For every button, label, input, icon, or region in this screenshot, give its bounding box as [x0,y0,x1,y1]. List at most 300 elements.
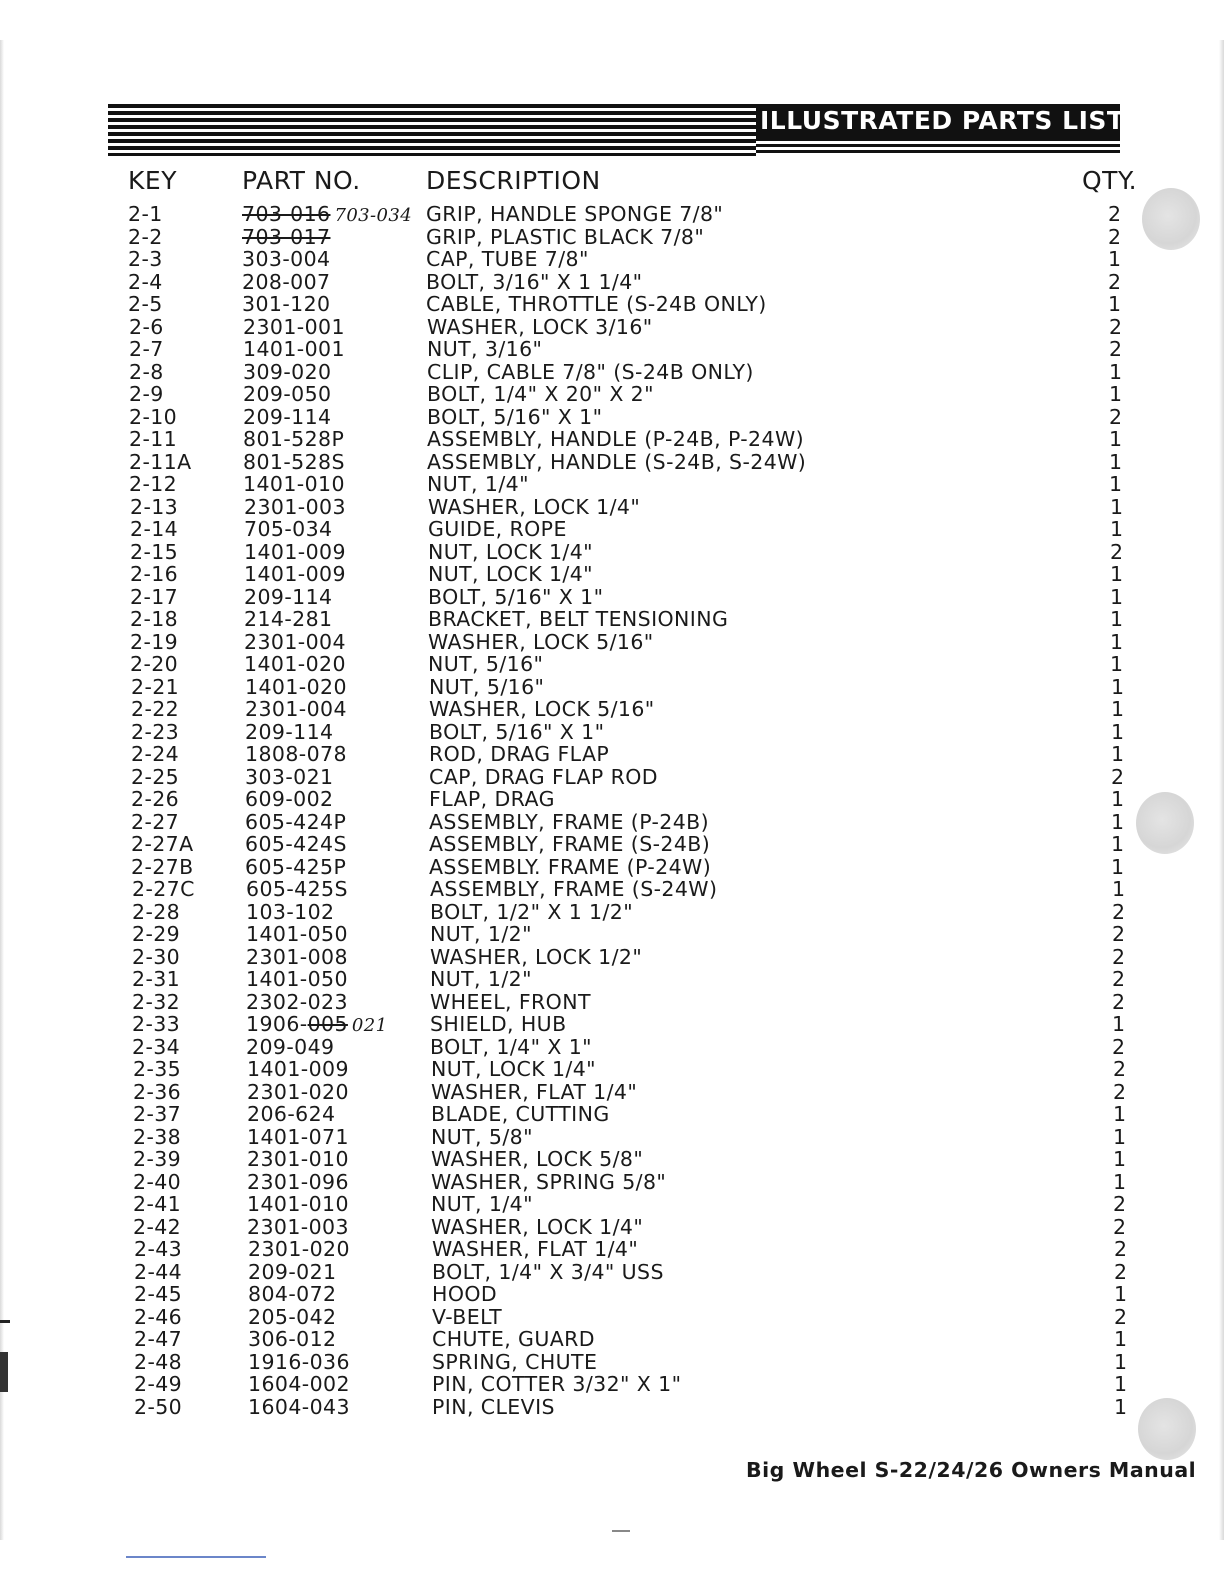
row-key: 2-16 [130,562,179,586]
row-qty: 2 [1111,764,1125,789]
table-row [132,1036,1132,1059]
table-row [128,248,1128,271]
row-part-no [245,721,333,744]
row-qty: 1 [1108,247,1122,271]
row-part-no [247,1081,349,1104]
row-description: BOLT, 1/4" X 1" [430,1034,592,1059]
table-row [130,631,1130,654]
table-row [133,1081,1133,1104]
part-number-text: 209-021 [248,1259,337,1284]
row-part-no [245,676,347,699]
table-row [134,1351,1134,1374]
part-number-text: 2301-003 [244,494,346,519]
row-key: 2-11 [129,427,178,451]
part-number-text: 1401-071 [247,1124,349,1149]
row-key: 2-27C [132,877,195,901]
punch-hole-top [1142,188,1200,250]
table-row [128,293,1128,316]
table-row [128,226,1128,249]
scan-mark-block [0,1352,8,1392]
row-description: SPRING, CHUTE [432,1349,598,1374]
row-description: NUT, 3/16" [427,337,543,361]
row-part-no [247,1058,349,1081]
row-description: HOOD [432,1282,498,1306]
row-description: WASHER, FLAT 1/4" [431,1079,638,1104]
part-number-text: 2301-004 [245,697,347,721]
row-key: 2-15 [130,539,179,564]
part-number-text: 605-424P [245,809,347,834]
page-title: ILLUSTRATED PARTS LIST [756,104,1120,138]
row-qty: 1 [1111,854,1125,879]
table-row [131,811,1131,834]
row-key: 2-26 [131,787,180,811]
table-row [131,743,1131,766]
row-part-no [248,1351,350,1374]
row-key: 2-13 [130,494,179,519]
row-description: NUT, 5/16" [429,674,545,699]
part-number-text: 2301-096 [247,1169,349,1194]
row-qty: 1 [1114,1349,1128,1374]
table-row [129,383,1129,406]
row-part-no [248,1373,350,1396]
table-row [130,563,1130,586]
row-description: ASSEMBLY, HANDLE (S-24B, S-24W) [427,449,807,474]
column-header-qty: QTY. [1082,166,1138,195]
table-row [131,788,1131,811]
row-part-no [247,1193,349,1216]
row-qty: 1 [1109,449,1123,474]
row-description: PIN, COTTER 3/32" X 1" [432,1372,682,1396]
row-description: ASSEMBLY, FRAME (P-24B) [429,809,710,834]
row-key: 2-37 [133,1102,182,1126]
row-qty: 2 [1112,899,1126,924]
row-key: 2-34 [132,1034,181,1059]
row-key: 2-25 [131,764,180,789]
row-qty: 1 [1110,584,1124,609]
row-description: BOLT, 5/16" X 1" [429,719,605,744]
row-description: WASHER, LOCK 3/16" [427,314,653,339]
row-description: BLADE, CUTTING [431,1102,610,1126]
row-key: 2-38 [133,1124,182,1149]
row-description: ASSEMBLY. FRAME (P-24W) [429,854,712,879]
part-number-text: 303-004 [242,247,331,271]
row-part-no [243,338,345,361]
row-key: 2-40 [133,1169,182,1194]
row-description: NUT, 1/4" [427,472,529,496]
row-key: 2-5 [128,292,163,316]
part-number-text: 208-007 [242,269,331,294]
row-qty: 1 [1109,359,1123,384]
part-number-text: 1401-009 [247,1057,349,1081]
row-part-no [245,856,346,879]
part-number-text: 309-020 [243,359,332,384]
row-qty: 1 [1114,1394,1128,1419]
part-number-text: 1808-078 [245,742,347,766]
row-part-no [246,1036,334,1059]
row-part-no [243,383,331,406]
table-row [129,316,1129,339]
part-number-text: 1916-036 [248,1349,350,1374]
row-key: 2-12 [129,472,178,496]
row-part-no [247,1216,349,1239]
row-part-no [245,766,333,789]
row-qty: 2 [1108,269,1122,294]
row-qty: 2 [1113,1214,1127,1239]
row-qty: 1 [1111,697,1125,721]
row-key: 2-49 [134,1372,183,1396]
part-number-text: 1401-009 [244,562,346,586]
row-description: NUT, 1/2" [430,967,532,991]
row-qty: 1 [1109,472,1123,496]
row-qty: 2 [1108,202,1122,226]
row-description: WASHER, LOCK 1/4" [428,494,641,519]
row-part-no [247,1148,349,1171]
row-key: 2-45 [134,1282,183,1306]
row-description: WASHER, LOCK 1/2" [430,944,643,969]
row-part-no [244,631,346,654]
part-number-text: 2301-001 [243,314,345,339]
part-number-text: 301-120 [242,292,331,316]
row-part-no [244,496,346,519]
row-description: BOLT, 5/16" X 1" [427,404,603,429]
row-part-no [242,248,330,271]
part-number-text: 2301-010 [247,1147,349,1171]
part-number-struck: 005 [307,1012,348,1036]
row-key: 2-41 [133,1192,182,1216]
part-number-text: 209-114 [243,404,332,429]
footer-manual-title: Big Wheel S-22/24/26 Owners Manual [746,1458,1197,1482]
table-row [133,1103,1133,1126]
row-part-no [248,1283,336,1306]
row-description: CLIP, CABLE 7/8" (S-24B ONLY) [427,359,754,384]
page-edge-right [1219,40,1224,1540]
part-number-text: 306-012 [248,1327,337,1351]
table-row [131,698,1131,721]
row-part-no [243,451,345,474]
row-key: 2-39 [133,1147,182,1171]
row-key: 2-31 [132,967,181,991]
row-description: CHUTE, GUARD [432,1327,595,1351]
row-key: 2-9 [129,382,164,406]
part-number-text: 703-017 [242,224,331,249]
row-description: GUIDE, ROPE [428,517,567,541]
table-row [130,541,1130,564]
row-qty: 1 [1110,494,1124,519]
row-part-no [247,1103,335,1126]
row-description: FLAP, DRAG [429,787,555,811]
row-qty: 1 [1109,382,1123,406]
row-part-no [244,653,346,676]
row-key: 2-14 [130,517,179,541]
row-key: 2-11A [129,449,192,474]
row-part-no [244,563,346,586]
row-part-no [246,901,334,924]
row-qty: 1 [1114,1282,1128,1306]
part-number-text: 206-624 [247,1102,336,1126]
row-part-no [246,878,348,901]
row-qty: 2 [1112,922,1126,946]
row-description: NUT, LOCK 1/4" [431,1057,597,1081]
row-key: 2-43 [134,1237,183,1261]
part-number-text: 801-528P [243,427,345,451]
row-description: NUT, 1/2" [430,922,532,946]
header-banner [108,104,1125,156]
row-qty: 1 [1110,629,1124,654]
table-row [134,1261,1134,1284]
row-qty: 1 [1113,1124,1127,1149]
table-row [129,428,1129,451]
table-row [134,1306,1134,1329]
row-qty: 2 [1108,224,1122,249]
row-description: NUT, LOCK 1/4" [428,539,594,564]
part-number-text: 1401-020 [244,652,346,676]
row-part-no [246,946,348,969]
row-qty: 2 [1114,1259,1128,1284]
row-description: BOLT, 3/16" X 1 1/4" [426,269,643,294]
row-description: SHIELD, HUB [430,1012,567,1036]
row-description: GRIP, HANDLE SPONGE 7/8" [426,202,724,226]
row-qty: 1 [1111,719,1125,744]
row-description: CAP, TUBE 7/8" [426,247,589,271]
row-qty: 2 [1110,539,1124,564]
row-part-no [242,271,330,294]
part-number-text: 605-424S [245,832,347,856]
row-part-no [246,991,348,1014]
part-number-text: 1604-002 [248,1372,350,1396]
table-row [132,968,1132,991]
row-qty: 1 [1113,1147,1127,1171]
row-key: 2-29 [132,922,181,946]
column-header-part-no: PART NO. [242,166,361,195]
row-key: 2-19 [130,629,179,654]
row-description: GRIP, PLASTIC BLACK 7/8" [426,224,705,249]
row-part-no [244,586,332,609]
row-qty: 1 [1113,1102,1127,1126]
table-row [130,653,1130,676]
handwritten-part-correction: 021 [351,1015,388,1036]
row-part-no [244,518,332,541]
row-key: 2-6 [129,314,164,339]
table-row [129,361,1129,384]
row-qty: 2 [1109,404,1123,429]
punch-hole-middle [1136,792,1194,854]
row-description: ROD, DRAG FLAP [429,742,610,766]
row-description: WASHER, LOCK 5/16" [428,629,654,654]
row-key: 2-22 [131,697,180,721]
column-header-description: DESCRIPTION [426,166,601,195]
table-row [133,1058,1133,1081]
table-row [131,721,1131,744]
handwritten-part-correction: 703-034 [334,205,413,226]
table-row [128,203,1128,226]
part-number-text: 209-050 [243,382,332,406]
row-description: V-BELT [432,1304,503,1329]
table-row [132,878,1132,901]
row-part-no [243,406,331,429]
part-number-text: 303-021 [245,764,334,789]
row-qty: 2 [1113,1079,1127,1104]
row-key: 2-8 [129,359,164,384]
row-qty: 2 [1112,967,1126,991]
part-number-text: 703-016 [242,202,331,226]
row-part-no [248,1306,336,1329]
table-row [130,586,1130,609]
part-number-text: 209-114 [244,584,333,609]
row-qty: 1 [1110,607,1124,631]
table-row [132,1013,1132,1036]
table-row [132,901,1132,924]
table-row [131,766,1131,789]
part-number-text: 2301-020 [248,1237,350,1261]
row-description: WASHER, LOCK 1/4" [431,1214,644,1239]
punch-hole-bottom [1138,1398,1196,1460]
bottom-rule [126,1556,266,1558]
part-number-text: 1604-043 [248,1394,350,1419]
parts-table [128,203,1128,1418]
row-description: PIN, CLEVIS [432,1394,555,1419]
row-part-no [246,968,348,991]
part-number-text: 103-102 [246,899,335,924]
row-part-no [245,698,347,721]
row-part-no [245,811,346,834]
table-row [128,271,1128,294]
part-number-text: 205-042 [248,1304,337,1329]
row-part-no [248,1261,336,1284]
row-qty: 1 [1114,1372,1128,1396]
row-key: 2-20 [130,652,179,676]
row-key: 2-10 [129,404,178,429]
row-description: ASSEMBLY, HANDLE (P-24B, P-24W) [427,427,805,451]
row-key: 2-1 [128,202,163,226]
row-part-no [248,1328,336,1351]
row-description: WHEEL, FRONT [430,989,591,1014]
row-key: 2-23 [131,719,180,744]
table-row [132,991,1132,1014]
row-part-no [247,1126,349,1149]
table-row [130,608,1130,631]
table-row [133,1216,1133,1239]
row-key: 2-27 [131,809,180,834]
table-row [131,856,1131,879]
row-description: BOLT, 1/4" X 20" X 2" [427,382,654,406]
row-qty: 2 [1114,1304,1128,1329]
row-qty: 1 [1114,1327,1128,1351]
row-key: 2-17 [130,584,179,609]
row-qty: 2 [1109,314,1123,339]
table-row [129,338,1129,361]
row-description: NUT, 5/16" [428,652,544,676]
row-description: BOLT, 1/4" X 3/4" USS [432,1259,664,1284]
table-row [133,1126,1133,1149]
column-header-key: KEY [128,166,177,195]
row-part-no [244,608,332,631]
row-qty: 1 [1110,652,1124,676]
row-description: NUT, 5/8" [431,1124,533,1149]
part-number-text: 1401-009 [244,539,346,564]
row-key: 2-3 [128,247,163,271]
row-qty: 1 [1113,1169,1127,1194]
row-key: 2-2 [128,224,163,249]
row-qty: 1 [1109,427,1123,451]
row-part-no [242,293,330,316]
row-key: 2-27A [131,832,194,856]
row-qty: 1 [1110,517,1124,541]
row-description: BOLT, 1/2" X 1 1/2" [430,899,634,924]
row-part-no [245,833,347,856]
row-description: WASHER, LOCK 5/16" [429,697,655,721]
row-description: WASHER, LOCK 5/8" [431,1147,644,1171]
row-key: 2-4 [128,269,163,294]
part-number-text: 1401-001 [243,337,345,361]
row-key: 2-46 [134,1304,183,1329]
row-qty: 1 [1111,674,1125,699]
row-part-no [245,788,333,811]
row-key: 2-27B [131,854,194,879]
part-number-text: 804-072 [248,1282,337,1306]
row-qty: 2 [1112,989,1126,1014]
row-qty: 2 [1109,337,1123,361]
row-key: 2-21 [131,674,180,699]
row-key: 2-36 [133,1079,182,1104]
banner-stripes [108,104,756,156]
page-edge-left [0,40,4,1540]
row-key: 2-30 [132,944,181,969]
row-key: 2-24 [131,742,180,766]
table-row [134,1328,1134,1351]
row-part-no [243,473,345,496]
row-part-no [246,923,348,946]
row-key: 2-33 [132,1012,181,1036]
banner-underline-stripes [756,138,1120,156]
part-number-text: 609-002 [245,787,334,811]
part-number-text: 605-425S [246,877,348,901]
row-key: 2-32 [132,989,181,1014]
row-qty: 1 [1111,742,1125,766]
row-key: 2-48 [134,1349,183,1374]
part-number-text: 605-425P [245,854,347,879]
row-description: CABLE, THROTTLE (S-24B ONLY) [426,292,767,316]
part-number-text: 209-049 [246,1034,335,1059]
table-row [134,1396,1134,1419]
page-number-mark [612,1530,630,1532]
table-row [129,473,1129,496]
part-number-text: 2301-004 [244,629,346,654]
row-key: 2-35 [133,1057,182,1081]
row-qty: 1 [1111,787,1125,811]
row-part-no [244,541,346,564]
row-qty: 2 [1112,944,1126,969]
row-part-no [245,743,347,766]
part-number-text: 801-528S [243,449,345,474]
part-number-text: 2301-003 [247,1214,349,1239]
part-number-text: 214-281 [244,607,333,631]
row-key: 2-47 [134,1327,183,1351]
row-qty: 2 [1113,1057,1127,1081]
part-number-text: 1401-020 [245,674,347,699]
part-number-text: 2301-020 [247,1079,349,1104]
row-part-no [243,316,345,339]
row-description: ASSEMBLY, FRAME (S-24B) [429,832,711,856]
row-qty: 2 [1112,1034,1126,1059]
row-part-no [247,1171,349,1194]
row-description: BRACKET, BELT TENSIONING [428,607,729,631]
table-row [134,1373,1134,1396]
row-qty: 1 [1112,877,1126,901]
row-key: 2-7 [129,337,164,361]
row-description: BOLT, 5/16" X 1" [428,584,604,609]
row-key: 2-28 [132,899,181,924]
table-row [134,1238,1134,1261]
